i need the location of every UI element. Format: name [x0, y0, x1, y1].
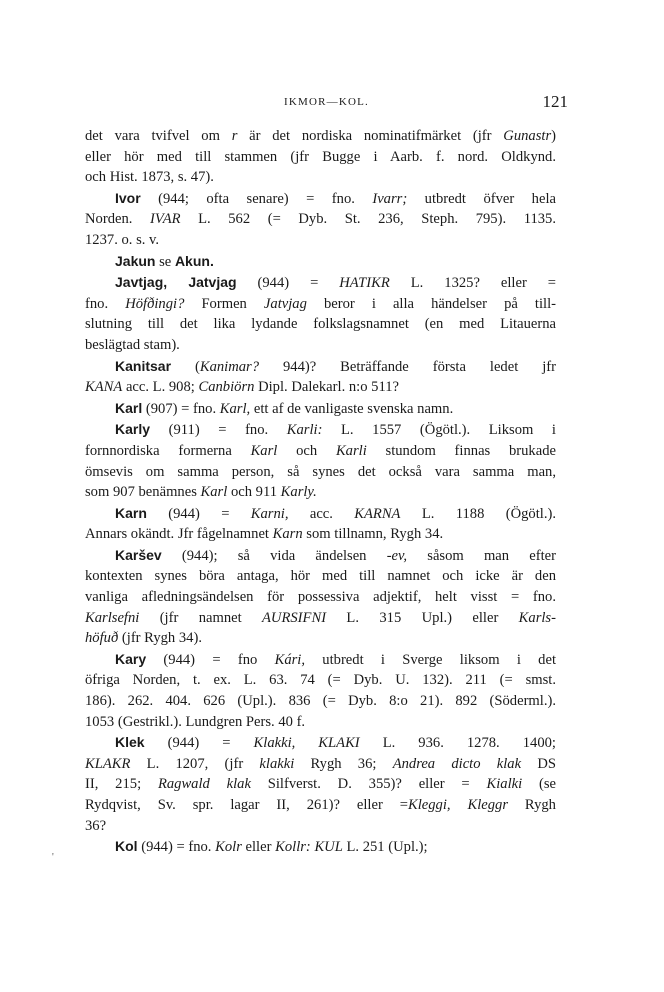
headword: Ivor [115, 189, 141, 206]
italic-text: Karlsefni [85, 609, 140, 626]
text-segment: ) [551, 128, 556, 144]
italic-text: Karls- [518, 609, 556, 626]
text-segment: eller hör med till stammen (jfr Bugge i Aarb. f. nord. Oldkynd. [85, 148, 556, 165]
dictionary-entry [85, 188, 556, 251]
italic-text: KARNA [354, 505, 401, 522]
text-line [85, 691, 556, 712]
dictionary-entry [85, 356, 556, 398]
text-segment: 1237. o. s. v. [85, 231, 160, 248]
text-line [85, 524, 556, 545]
text-line [85, 188, 556, 210]
dictionary-entry [85, 836, 556, 858]
text-segment: (944) = [144, 735, 254, 752]
text-line [85, 836, 556, 858]
page-number: 121 [542, 92, 568, 111]
text-segment: (911) = fno. [150, 422, 287, 439]
italic-text: Karl [200, 484, 228, 501]
text-line [85, 251, 556, 273]
text-segment: fornnordiska formerna [85, 442, 251, 459]
text-segment: utbredt öfver hela [407, 190, 556, 207]
text-segment: Formen [184, 295, 264, 312]
italic-text: Karni, [250, 505, 289, 522]
text-segment: (944) = fno [146, 651, 275, 668]
text-segment: ( [171, 358, 200, 375]
text-segment: L. 936. 1278. 1400; [359, 735, 556, 752]
text-segment: L. 1325? eller = [389, 275, 556, 292]
text-segment: beslägtad stam). [85, 336, 180, 353]
margin-mark: ' [52, 852, 54, 863]
headword: Kanitsar [115, 357, 172, 374]
text-segment: såsom man efter [407, 547, 556, 564]
text-segment: (944) = [146, 505, 251, 522]
text-line [85, 503, 556, 525]
text-segment: L. 562 (= Dyb. St. 236, Steph. 795). 1135. [180, 211, 556, 228]
text-line [85, 482, 556, 503]
italic-text: Gunastr [503, 128, 552, 144]
text-segment: 36? [85, 817, 107, 834]
text-segment: 186). 262. 404. 626 (Upl.). 836 (= Dyb. 8:o 21). 892 (Söderml.). [85, 693, 556, 710]
dictionary-entry [85, 398, 556, 420]
text-segment: II, 215; [85, 776, 158, 793]
text-segment: L. 315 Upl.) eller [326, 609, 519, 626]
text-segment: stundom finnas brukade [366, 442, 556, 459]
italic-text: Ragwald klak [157, 776, 251, 793]
italic-text: -ev, [386, 547, 408, 564]
text-segment: Silfverst. D. 355)? eller = [250, 776, 487, 793]
italic-text: IVAR [150, 211, 181, 228]
headword: Klek [115, 734, 145, 751]
italic-text: klakki [259, 755, 295, 772]
italic-text: Karl [250, 442, 278, 459]
text-line [85, 774, 556, 795]
text-segment: (944; ofta senare) = fno. [140, 190, 373, 207]
dictionary-entry [85, 503, 556, 545]
text-line [85, 670, 556, 691]
italic-text: Kleggi, Kleggr [407, 797, 508, 813]
text-line [85, 356, 556, 378]
italic-text: AURSIFNI [262, 609, 327, 626]
text-segment: som 907 benämnes [85, 484, 201, 501]
text-segment: och 911 [227, 484, 281, 501]
italic-text: r [231, 128, 238, 144]
italic-text: Canbiörn [198, 379, 255, 396]
text-line [85, 795, 556, 816]
text-segment: eller [241, 839, 276, 856]
text-line [85, 566, 556, 587]
italic-text: Karn [272, 526, 303, 543]
italic-text: Andrea dicto klak [392, 755, 522, 772]
text-segment: (944) = [236, 275, 340, 292]
italic-text: höfuð [85, 630, 119, 647]
text-segment: Rygh [508, 797, 556, 813]
italic-text: Kári, [274, 651, 306, 668]
text-segment: (944); så vida ändelsen [161, 547, 387, 564]
text-line [85, 314, 556, 335]
text-segment: ömsevis om samma person, så synes det också vara samma man, [85, 463, 556, 480]
headword: Karn [115, 504, 147, 521]
text-segment: är det nordiska nominatifmärket (jfr [237, 128, 504, 144]
dictionary-entry [85, 126, 556, 188]
text-line [85, 147, 556, 168]
italic-text: Karly. [280, 484, 317, 501]
text-segment: 1053 (Gestrikl.). Lundgren Pers. 40 f. [85, 713, 306, 730]
headword: Javtjag, Jatvjag [115, 274, 237, 291]
text-line [85, 462, 556, 483]
text-segment: (907) = fno. [142, 400, 220, 417]
text-segment: (se [522, 776, 556, 793]
dictionary-entry [85, 419, 556, 502]
italic-text: HATIKR [339, 275, 390, 292]
text-line [85, 732, 556, 754]
italic-text: KANA [85, 379, 123, 396]
text-segment: (jfr namnet [139, 609, 263, 626]
text-segment: Annars okändt. Jfr fågelnamnet [85, 526, 273, 543]
text-line [85, 419, 556, 441]
text-segment: (jfr Rygh 34). [118, 630, 202, 647]
text-segment: 944)? Beträffande första ledet jfr [259, 358, 556, 375]
italic-text: Kialki [486, 776, 523, 793]
text-line [85, 545, 556, 567]
text-segment: Dipl. Dalekarl. n:o 511? [254, 379, 399, 396]
text-segment: och Hist. 1873, s. 47). [85, 169, 214, 186]
text-segment: L. 1557 (Ögötl.). Liksom i [322, 422, 556, 439]
text-line [85, 649, 556, 671]
italic-text: Höfðingi? [125, 295, 185, 312]
headword: Kol [115, 838, 138, 855]
headword: Karly [115, 421, 151, 438]
italic-text: KUL [314, 839, 343, 856]
text-segment: ett af de vanligaste svenska namn. [250, 400, 454, 417]
text-segment: DS [521, 755, 556, 772]
text-segment: (944) = fno. [137, 839, 216, 856]
text-line [85, 816, 556, 837]
headword: Jakun [115, 252, 156, 269]
italic-text: Kollr: [275, 839, 311, 856]
text-segment: och [277, 442, 336, 459]
text-segment: fno. [85, 295, 126, 312]
italic-text: Kolr [215, 839, 242, 856]
text-segment: acc. [288, 505, 355, 522]
italic-text: Karli [335, 442, 367, 459]
italic-text: KLAKR [85, 755, 131, 772]
text-segment: L. 1188 (Ögötl.). [400, 505, 556, 522]
text-segment: som tillnamn, Rygh 34. [302, 526, 444, 543]
text-line [85, 209, 556, 230]
text-line [85, 230, 556, 251]
page-header [85, 92, 568, 114]
text-segment: vanliga afledningsändelsen för possessiva adjektif, helt visst = fno. [85, 589, 556, 606]
text-segment: se [155, 253, 175, 270]
headword: Karl [115, 399, 143, 416]
italic-text: Ivarr; [372, 190, 408, 207]
text-line [85, 754, 556, 775]
headword: Karšev [115, 546, 162, 563]
dictionary-entry [85, 732, 556, 836]
headword: Akun. [174, 252, 214, 269]
text-line [85, 294, 556, 315]
text-line [85, 608, 556, 629]
text-segment: beror i alla händelser på till- [306, 295, 556, 312]
dictionary-entry [85, 545, 556, 649]
text-segment: Rygh 36; [294, 755, 393, 772]
text-segment: utbredt i Sverge liksom i det [305, 651, 557, 668]
text-segment: kontexten synes böra antaga, hör med till namnet och icke är den [85, 568, 556, 585]
text-line [85, 587, 556, 608]
dictionary-text [85, 126, 556, 858]
text-segment: L. 1207, (jfr [130, 755, 260, 772]
text-segment: Rydqvist, Sv. spr. lagar II, 261)? eller = [85, 797, 408, 813]
text-line [85, 628, 556, 649]
text-line [85, 398, 556, 420]
text-segment: det vara tvifvel om [85, 128, 232, 144]
italic-text: Karl, [219, 400, 251, 417]
text-segment: öfriga Norden, t. ex. L. 63. 74 (= Dyb. U. 132). 211 (= smst. [85, 672, 556, 689]
italic-text: Kanimar? [199, 358, 260, 375]
text-segment: Norden. [85, 211, 150, 228]
headword: Kary [115, 650, 147, 667]
italic-text: Jatvjag [263, 295, 307, 312]
italic-text: Karli: [286, 422, 323, 439]
dictionary-entry [85, 272, 556, 355]
dictionary-entry [85, 251, 556, 273]
text-line [85, 126, 556, 147]
text-line [85, 377, 556, 398]
text-line [85, 712, 556, 733]
text-line [85, 441, 556, 462]
dictionary-entry [85, 649, 556, 732]
running-head: IKMOR—KOL. [283, 96, 370, 108]
italic-text: Klakki, KLAKI [253, 735, 360, 752]
text-line [85, 335, 556, 356]
text-segment: acc. L. 908; [122, 379, 199, 396]
text-segment: slutning till det lika lydande folkslagsnamnet (en med Litauerna [85, 316, 556, 333]
text-line [85, 167, 556, 188]
text-line [85, 272, 556, 294]
text-segment: L. 251 (Upl.); [342, 839, 428, 856]
